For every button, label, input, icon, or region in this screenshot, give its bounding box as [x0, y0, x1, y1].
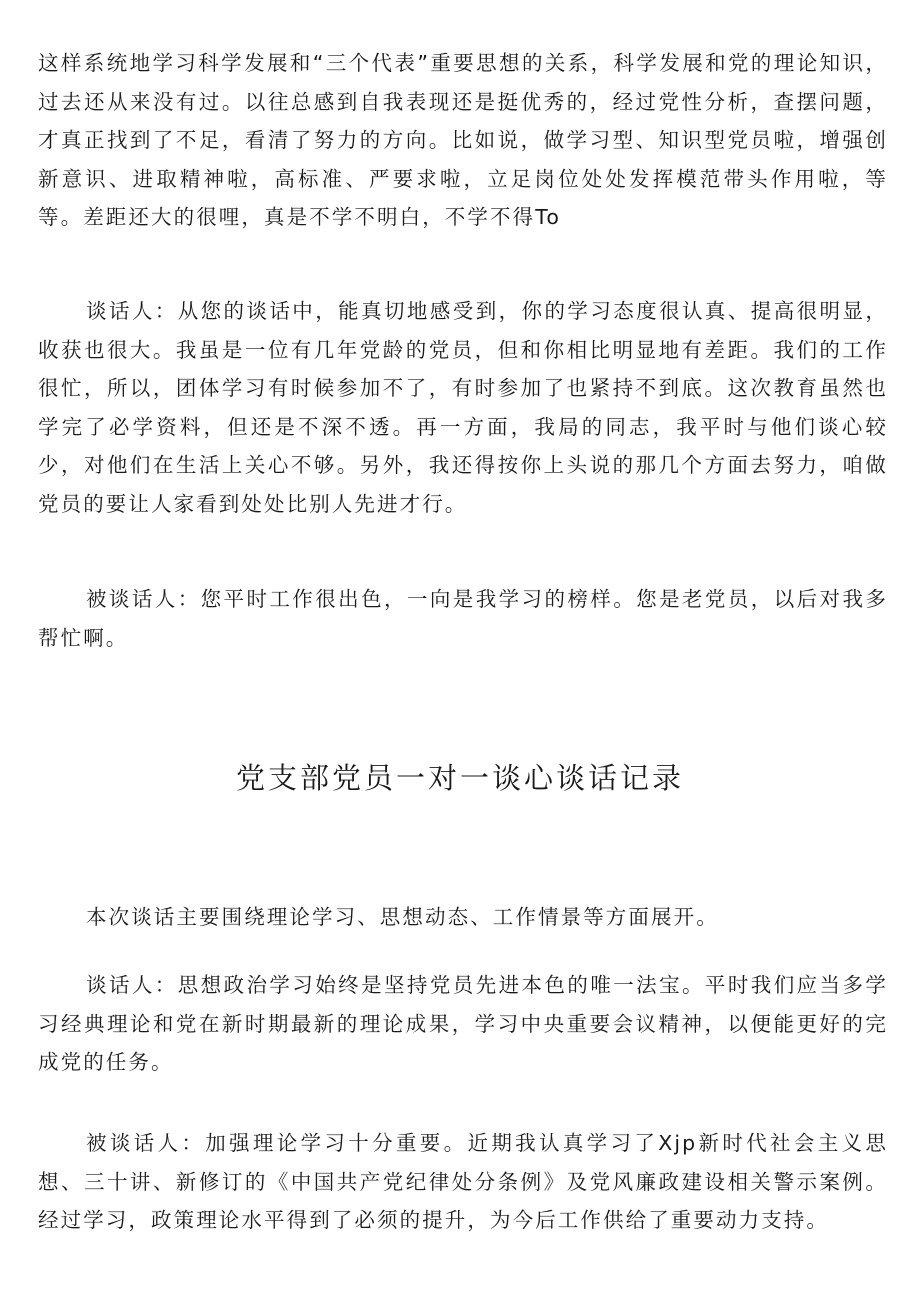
paragraph-speaker-2: 谈话人：思想政治学习始终是坚持党员先进本色的唯一法宝。平时我们应当多学习经典理论和党在新时期最新的理论成果，学习中央重要会议精神，以便能更好的完成党的任务。 — [38, 973, 888, 1074]
document-title: 党支部党员一对一谈心谈话记录 — [235, 761, 684, 795]
paragraph-intro: 本次谈话主要围绕理论学习、思想动态、工作情景等方面展开。 — [86, 905, 719, 929]
paragraph-respondent-1: 被谈话人：您平时工作很出色，一向是我学习的榜样。您是老党员，以后对我多帮忙啊。 — [38, 587, 888, 650]
paragraph-continued: 这样系统地学习科学发展和“三个代表”重要思想的关系，科学发展和党的理论知识，过去还从来没有过。以往总感到自我表现还是挺优秀的，经过党性分析，查摆问题，才真正找到了不足，看清了努力的方向。比如说，做学习型、知识型党员啦，增强创新意识、进取精神啦，高标准、严要求啦，立足岗位处处发挥模范带头作用啦，等等。差距还大的很哩，真是不学不明白，不学不得To — [38, 51, 888, 229]
paragraph-speaker-1: 谈话人：从您的谈话中，能真切地感受到，你的学习态度很认真、提高很明显，收获也很大。我虽是一位有几年党龄的党员，但和你相比明显地有差距。我们的工作很忙，所以，团体学习有时候参加不了，有时参加了也紧持不到底。这次教育虽然也学完了必学资料，但还是不深不透。再一方面，我局的同志，我平时与他们谈心较少，对他们在生活上关心不够。另外，我还得按你上头说的那几个方面去努力，咱做党员的要让人家看到处处比别人先进才行。 — [38, 299, 888, 516]
paragraph-respondent-2: 被谈话人：加强理论学习十分重要。近期我认真学习了Xjp新时代社会主义思想、三十讲、新修订的《中国共产党纪律处分条例》及党风廉政建设相关警示案例。经过学习，政策理论水平得到了必须的提升，为今后工作供给了重要动力支持。 — [38, 1131, 888, 1232]
